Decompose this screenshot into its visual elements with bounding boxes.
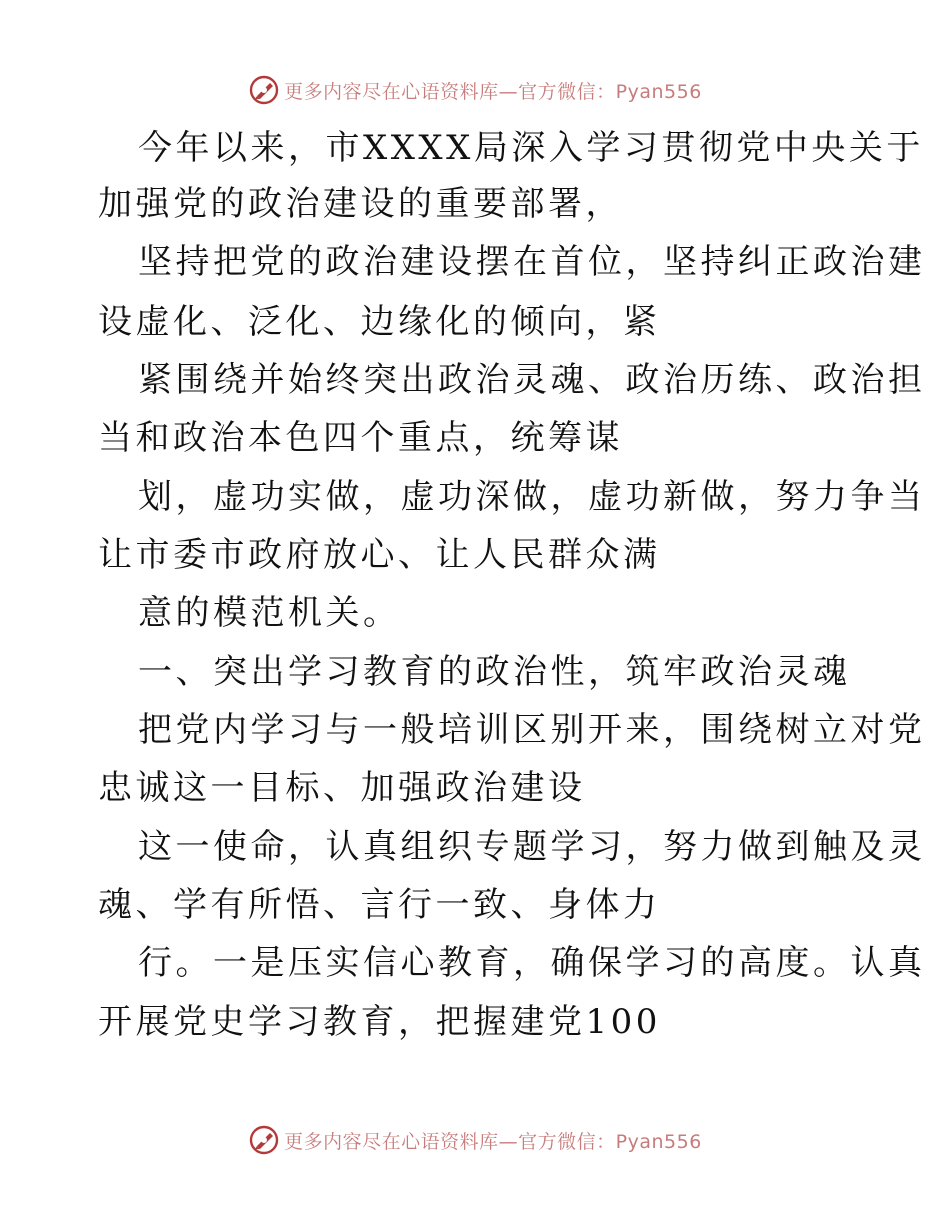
paragraph-line: 设虚化、泛化、边缘化的倾向，紧 [98,302,661,342]
paragraph-line: 坚持把党的政治建设摆在首位，坚持纠正政治建 [138,242,926,282]
paragraph-line: 魂、学有所悟、言行一致、身体力 [98,885,661,925]
seal-logo-icon [248,1124,280,1156]
paragraph-line: 开展党史学习教育，把握建党100 [98,1002,661,1042]
paragraph-line: 把党内学习与一般培训区别开来，围绕树立对党 [138,710,926,750]
paragraph-line: 紧围绕并始终突出政治灵魂、政治历练、政治担 [138,360,926,400]
banner-text: 更多内容尽在心语资料库—官方微信：Pyan556 [284,1130,702,1153]
paragraph-line: 忠诚这一目标、加强政治建设 [98,768,586,808]
paragraph-line: 意的模范机关。 [138,593,401,633]
paragraph-line: 行。一是压实信心教育，确保学习的高度。认真 [138,943,926,983]
paragraph-line: 今年以来，市XXXX局深入学习贯彻党中央关于 [138,128,924,168]
banner-text: 更多内容尽在心语资料库—官方微信：Pyan556 [284,80,702,103]
paragraph-line: 加强党的政治建设的重要部署， [98,184,623,224]
footer-banner [0,1120,950,1160]
header-banner [0,70,950,110]
paragraph-line: 这一使命，认真组织专题学习，努力做到触及灵 [138,827,926,867]
seal-logo-icon [248,74,280,106]
paragraph-line: 划，虚功实做，虚功深做，虚功新做，努力争当 [138,477,926,517]
paragraph-line: 当和政治本色四个重点，统筹谋 [98,418,623,458]
paragraph-line: 让市委市政府放心、让人民群众满 [98,535,661,575]
section-heading: 一、突出学习教育的政治性，筑牢政治灵魂 [138,652,851,692]
